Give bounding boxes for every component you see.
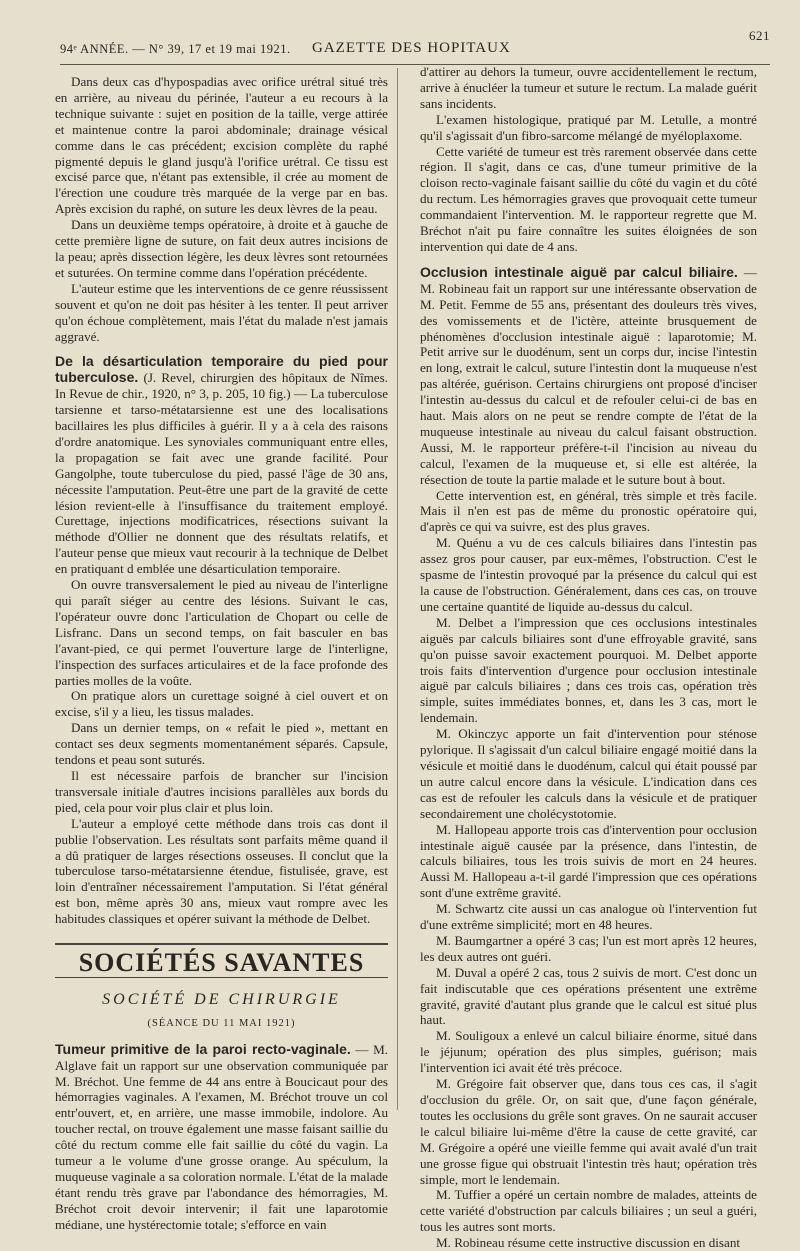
article-title: Tumeur primitive de la paroi recto-vaginale. <box>55 1040 351 1057</box>
paragraph: M. Schwartz cite aussi un cas analogue où l'intervention fut d'une extrême simplicité; mort en 48 heures. <box>420 901 757 933</box>
paragraph: M. Quénu a vu de ces calculs biliaires dans l'intestin pas assez gros pour causer, par eux-mêmes, l'obstruction. C'est le spasme de l'intestin provoqué par la présence du calcul qui est la cause de l'obstruction. Généralement, dans ces cas, on trouve une certaine quantité de liquide au-dessus du calcul. <box>420 535 757 614</box>
left-column <box>55 74 388 1233</box>
paragraph: On pratique alors un curettage soigné à ciel ouvert et on excise, s'il y a lieu, les tissus malades. <box>55 688 388 720</box>
article-title: Occlusion intestinale aiguë par calcul biliaire. <box>420 263 738 280</box>
paragraph: Dans un dernier temps, on « refait le pied », mettant en contact ses deux segments momentanément séparés. Capsule, tendons et peau sont suturés. <box>55 720 388 768</box>
article-intro: — M. Robineau fait un rapport sur une intéressante observation de M. Petit. Femme de 55 ans, présentant des douleurs très vives, des vomissements et de l'ictère, atteinte brusquement de phénomènes d'occlusion intestinale aiguë : laparotomie; M. Petit arrive sur le duodénum, sent un corps dur, incise l'intestin en long, extrait le calcul, suture l'intestin dont la muqueuse n'est pas altérée, guérison. Certains chirurgiens ont proposé d'inciser l'intestin au-dessus du calcul et de refouler celui-ci de bas en haut. Mais alors on ne peut se rendre compte de l'état de la muqueuse intestinale au niveau du calcul faisant obstruction. Aussi, M. le rapporteur préfère-t-il l'incision au niveau du calcul, l'examen de la muqueuse et, si elle est altérée, la résection de toute la partie malade et le suture bout à bout. <box>420 264 757 487</box>
paragraph: Cette intervention est, en général, très simple et très facile. Mais il n'en est pas de même du pronostic opératoire qui, d'après ce qui va suivre, est des plus graves. <box>420 487 757 535</box>
article-intro: (J. Revel, chirurgien des hôpitaux de Nîmes. In Revue de chir., 1920, n° 3, p. 205, 10 fig.) — La tuberculose tarsienne et tarso-métatarsienne est une des localisations bacillaires les plus difficiles à guérir. Il y a à cela des raisons d'ordre anatomique. Les synoviales communiquant entre elles, la propagation se fait avec une grande facilité. Pour Gangolphe, toute tuberculose du pied, passé l'âge de 30 ans, nécessite l'amputation. Peut-être une part de la gravité de cette lésion revient-elle à l'insuffisance du traitement employé. Curettage, injections modificatrices, résections suivant la méthode d'Ollier ne donnent que des résultats relatifs, et l'auteur pense que mieux vaut recourir à la technique de Delbet en pratiquant d emblée une désarticulation temporaire. <box>55 370 388 577</box>
paragraph: M. Souligoux a enlevé un calcul biliaire énorme, situé dans le jéjunum; opération des plus simples, guérison; mais l'intervention ici avait été très précoce. <box>420 1028 757 1076</box>
right-column <box>420 64 757 1251</box>
paragraph: Il est nécessaire parfois de brancher sur l'incision transversale initiale d'autres incisions parallèles aux bords du pied, cela pour voir plus clair et plus loin. <box>55 767 388 815</box>
section-title: SOCIÉTÉS SAVANTES <box>78 948 365 978</box>
paragraph: L'auteur a employé cette méthode dans trois cas dont il publie l'observation. Les résultats sont parfaits même quand il a dû pratiquer de larges résections osseuses. Il conclut que la tuberculose tarso-métatarsienne étendue, fistulisée, grave, est loin d'entraîner nécessairement l'amputation. Si l'état général est bon, même après 30 ans, mieux vaut rompre avec les habitudes classiques et opérer suivant la méthode de Delbet. <box>55 815 388 927</box>
paragraph: On ouvre transversalement le pied au niveau de l'interligne qui paraît siéger au centre des lésions. Suivant le cas, l'opérateur ouvre donc l'articulation de Chopart ou celle de Lisfranc. Dans un second temps, on fait basculer en bas l'avant-pied, ce qui permet l'ouverture large de l'interligne, l'inspection des surfaces articulaires et de la face profonde des parties molles de la voûte. <box>55 577 388 688</box>
paragraph: M. Grégoire fait observer que, dans tous ces cas, il s'agit d'occlusion du grêle. Or, on sait que, d'une façon générale, toutes les occlusions du grêle sont graves. On ne saurait accuser le calcul biliaire lui-même d'être la cause de cette gravité, car M. Grégoire a opéré une vieille femme qui avait avalé d'un trait une grosse figue qui obstruait l'intestin très haut; opération très simple, mort le lendemain. <box>420 1076 757 1187</box>
paragraph: Dans deux cas d'hypospadias avec orifice urétral situé très en arrière, au niveau du périnée, l'auteur a eu recours à la technique suivante : sujet en position de la taille, verge attirée et maintenue contre la paroi abdominale; drainage vésical comme dans le cas précédent; excision complète du raphé pigmenté depuis le gland jusqu'à l'orifice urétral. Ce tissu est excisé parce que, n'étant pas extensible, il crée au moment de l'érection une coudure très marquée de la verge par en bas. Après excision du raphé, on suture les deux lèvres de la peau. <box>55 74 388 217</box>
society-name: SOCIÉTÉ DE CHIRURGIE <box>102 990 341 1008</box>
article-title: De la désarticulation temporaire du pied pour tuberculose. <box>55 353 388 386</box>
session-date: (SÉANCE DU 11 MAI 1921) <box>147 1017 296 1029</box>
paragraph: M. Baumgartner a opéré 3 cas; l'un est mort après 12 heures, les deux autres ont guéri. <box>420 932 757 964</box>
section-rule <box>55 943 388 945</box>
page-header <box>60 28 770 56</box>
article-desarticulation <box>55 354 388 577</box>
paragraph: L'examen histologique, pratiqué par M. Letulle, a montré qu'il s'agissait d'un fibro-sarcome mélangé de myéloplaxome. <box>420 111 757 143</box>
article-occlusion <box>420 265 757 488</box>
column-divider <box>397 68 398 1110</box>
journal-title: GAZETTE DES HOPITAUX <box>312 40 511 56</box>
page-number: 621 <box>749 28 770 43</box>
paragraph: M. Tuffier a opéré un certain nombre de malades, atteints de cette variété d'obstruction par calculs biliaires ; un seul a guéri, tous les autres sont morts. <box>420 1187 757 1235</box>
paragraph: M. Delbet a l'impression que ces occlusions intestinales aiguës par calculs biliaires sont d'une effroyable gravité, sans qu'on puisse savoir exactement pourquoi. M. Delbet apporte trois faits d'intervention d'urgence pour occlusion intestinale aiguë par calculs biliaires ; dans ces trois cas, opération très simple, suites immédiates bonnes, et, dans les 3 cas, mort le lendemain. <box>420 614 757 726</box>
issue-line: 94ᵉ ANNÉE. — N° 39, 17 et 19 mai 1921. <box>60 42 291 56</box>
paragraph: M. Okinczyc apporte un fait d'intervention pour sténose pylorique. Il s'agissait d'un calcul biliaire engagé moitié dans la vésicule et moitié dans le duodénum, calcul qui était poussé par un autre calcul encore dans la vésicule. L'indication dans ces cas est de refouler les calculs dans la vésicule et de pratiquer secondairement une cholécystotomie. <box>420 726 757 821</box>
paragraph: d'attirer au dehors la tumeur, ouvre accidentellement le rectum, arrive à énucléer la tumeur et suture le rectum. La malade guérit sans incidents. <box>420 64 757 111</box>
paragraph: L'auteur estime que les interventions de ce genre réussissent souvent et qu'on ne doit pas hésiter à les tenter. Il peut arriver qu'on échoue complètement, mais l'état du malade n'est jamais aggravé. <box>55 280 388 344</box>
paragraph: M. Robineau résume cette instructive discussion en disant <box>436 1235 741 1251</box>
section-rule <box>55 977 388 978</box>
article-tumeur <box>55 1042 388 1233</box>
article-intro: — M. Alglave fait un rapport sur une observation communiquée par M. Bréchot. Une femme de 44 ans entre à Boucicaut pour des hémorragies vaginales. A l'examen, M. Bréchot trouve un col entr'ouvert, et, en arrière, une masse immobile, indolore. Au toucher rectal, on trouve également une masse faisant saillie du côté du rectum comme elle fait saillie du côté du vagin. La tumeur a le volume d'une grosse orange. Au spéculum, la muqueuse vaginale a sa coloration normale. L'état de la malade étant rendu très grave par l'abondance des hémorragies, M. Bréchot croit devoir intervenir; il fait une laparotomie médiane, une hystérectomie totale; s'efforce en vain <box>55 1041 388 1232</box>
paragraph: Dans un deuxième temps opératoire, à droite et à gauche de cette première ligne de suture, on fait deux autres incisions de la peau; après dissection légère, les deux lèvres sont retournées et suturées. On termine comme dans l'opération précédente. <box>55 217 388 280</box>
paragraph: M. Duval a opéré 2 cas, tous 2 suivis de mort. C'est donc un fait indiscutable que ces opérations présentent une extrême gravité, gravité d'autant plus grande que le calcul est situé plus haut. <box>420 964 757 1028</box>
paragraph: Cette variété de tumeur est très rarement observée dans cette région. Il s'agit, dans ce cas, d'une tumeur primitive de la cloison recto-vaginale faisant saillie du côté du vagin et du côté du rectum. Les hémorragies graves que provoquait cette tumeur commandaient l'intervention. M. le rapporteur regrette que M. Bréchot n'ait pu faire connaître les suites éloignées de son intervention qui date de 4 ans. <box>420 143 757 254</box>
paragraph: M. Hallopeau apporte trois cas d'intervention pour occlusion intestinale aiguë causée par la présence, dans l'intestin, de calculs biliaires, tous les trois suivis de mort en 24 heures. Aussi M. Hallopeau a-t-il gardé l'impression que ces opérations sont d'une extrême gravité. <box>420 821 757 901</box>
